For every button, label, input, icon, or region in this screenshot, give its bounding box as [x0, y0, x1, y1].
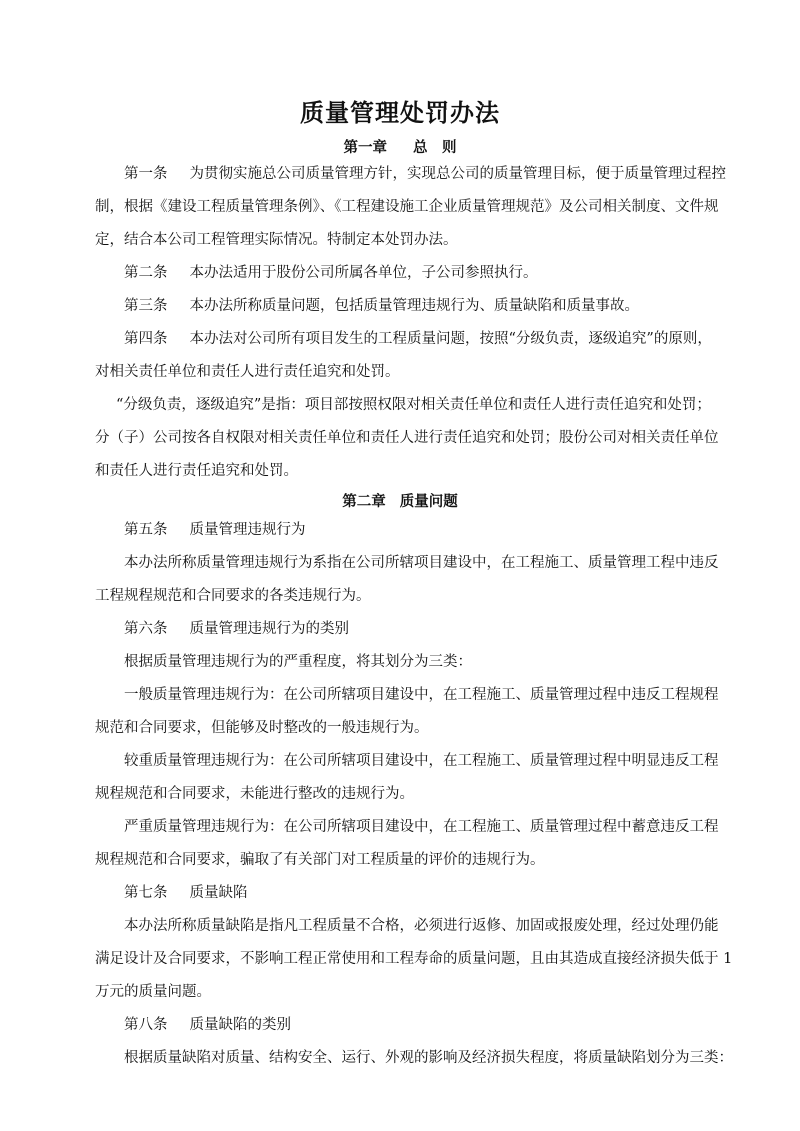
- article-7-heading: [124, 881, 248, 905]
- chapter-2-name: 质量问题: [399, 493, 458, 510]
- general-violation-line-1: 一般质量管理违规行为：在公司所辖项目建设中，在工程施工、质量管理过程中违反工程规程: [124, 687, 719, 703]
- general-violation-line-2: 规范和合同要求，但能够及时整改的一般违规行为。: [95, 720, 429, 736]
- article-3-label: 第三条: [124, 298, 168, 314]
- chapter-2-heading: [0, 490, 800, 514]
- article-7-label: 第七条: [124, 885, 168, 901]
- article-1-line-2: 制，根据《建设工程质量管理条例》、《工程建设施工企业质量管理规范》及公司相关制度、文件规: [95, 199, 719, 215]
- article-3: [124, 294, 639, 318]
- article-4-text: 本办法对公司所有项目发生的工程质量问题，按照“分级负责，逐级追究”的原则，: [189, 331, 712, 347]
- article-5-title: 质量管理违规行为: [189, 522, 306, 538]
- article-7-para-line-2: 满足设计及合同要求，不影响工程正常使用和工程寿命的质量问题，且由其造成直接经济损失低于 1: [95, 951, 733, 967]
- article-5-para-line-2: 工程规程规范和合同要求的各类违规行为。: [95, 588, 371, 604]
- graded-responsibility-line-3: 和责任人进行责任追究和处罚。: [95, 463, 298, 479]
- article-6-para: 根据质量管理违规行为的严重程度，将其划分为三类：: [124, 654, 472, 670]
- article-2-text: 本办法适用于股份公司所属各单位，子公司参照执行。: [189, 265, 538, 281]
- chapter-1-heading: [0, 136, 800, 160]
- article-2-label: 第二条: [124, 265, 168, 281]
- document-title: 质量管理处罚办法: [300, 98, 500, 127]
- chapter-1-name: 总 则: [413, 139, 457, 156]
- article-6-heading: [124, 617, 349, 641]
- article-8-para: 根据质量缺陷对质量、结构安全、运行、外观的影响及经济损失程度，将质量缺陷划分为三类：: [124, 1050, 733, 1066]
- graded-responsibility-line-2: 分（子）公司按各自权限对相关责任单位和责任人进行责任追究和处罚；股份公司对相关责任单位: [95, 430, 719, 446]
- severe-violation-line-2: 规程规范和合同要求，骗取了有关部门对工程质量的评价的违规行为。: [95, 852, 545, 868]
- graded-responsibility-line-1: “分级负责，逐级追究”是指：项目部按照权限对相关责任单位和责任人进行责任追究和处罚；: [116, 397, 711, 413]
- article-1-label: 第一条: [124, 166, 168, 182]
- article-5-para-line-1: 本办法所称质量管理违规行为系指在公司所辖项目建设中，在工程施工、质量管理工程中违反: [124, 555, 719, 571]
- article-5-heading: [124, 518, 306, 542]
- article-8-title: 质量缺陷的类别: [189, 1017, 291, 1033]
- article-7-para-line-1: 本办法所称质量缺陷是指凡工程质量不合格，必须进行返修、加固或报废处理，经过处理仍能: [124, 918, 719, 934]
- article-3-text: 本办法所称质量问题，包括质量管理违规行为、质量缺陷和质量事故。: [189, 298, 639, 314]
- article-1-text: 为贯彻实施总公司质量管理方针，实现总公司的质量管理目标，便于质量管理过程控: [189, 166, 726, 182]
- article-7-title: 质量缺陷: [189, 885, 248, 901]
- chapter-1-number: 第一章: [343, 139, 387, 156]
- article-2: [124, 261, 538, 285]
- chapter-2-number: 第二章: [342, 493, 386, 510]
- serious-violation-line-2: 规程规范和合同要求，未能进行整改的违规行为。: [95, 786, 414, 802]
- article-5-label: 第五条: [124, 522, 168, 538]
- article-1-line-3: 定，结合本公司工程管理实际情况。特制定本处罚办法。: [95, 232, 458, 248]
- article-6-title: 质量管理违规行为的类别: [189, 621, 349, 637]
- serious-violation-line-1: 较重质量管理违规行为：在公司所辖项目建设中，在工程施工、质量管理过程中明显违反工程: [124, 753, 719, 769]
- article-4-label: 第四条: [124, 331, 168, 347]
- article-7-para-line-3: 万元的质量问题。: [95, 984, 211, 1000]
- article-8-label: 第八条: [124, 1017, 168, 1033]
- article-4-line-2: 对相关责任单位和责任人进行责任追究和处罚。: [95, 364, 400, 380]
- severe-violation-line-1: 严重质量管理违规行为：在公司所辖项目建设中，在工程施工、质量管理过程中蓄意违反工程: [124, 819, 719, 835]
- article-6-label: 第六条: [124, 621, 168, 637]
- article-4-line-1: [124, 327, 712, 351]
- article-8-heading: [124, 1013, 291, 1037]
- article-1-line-1: [124, 162, 726, 186]
